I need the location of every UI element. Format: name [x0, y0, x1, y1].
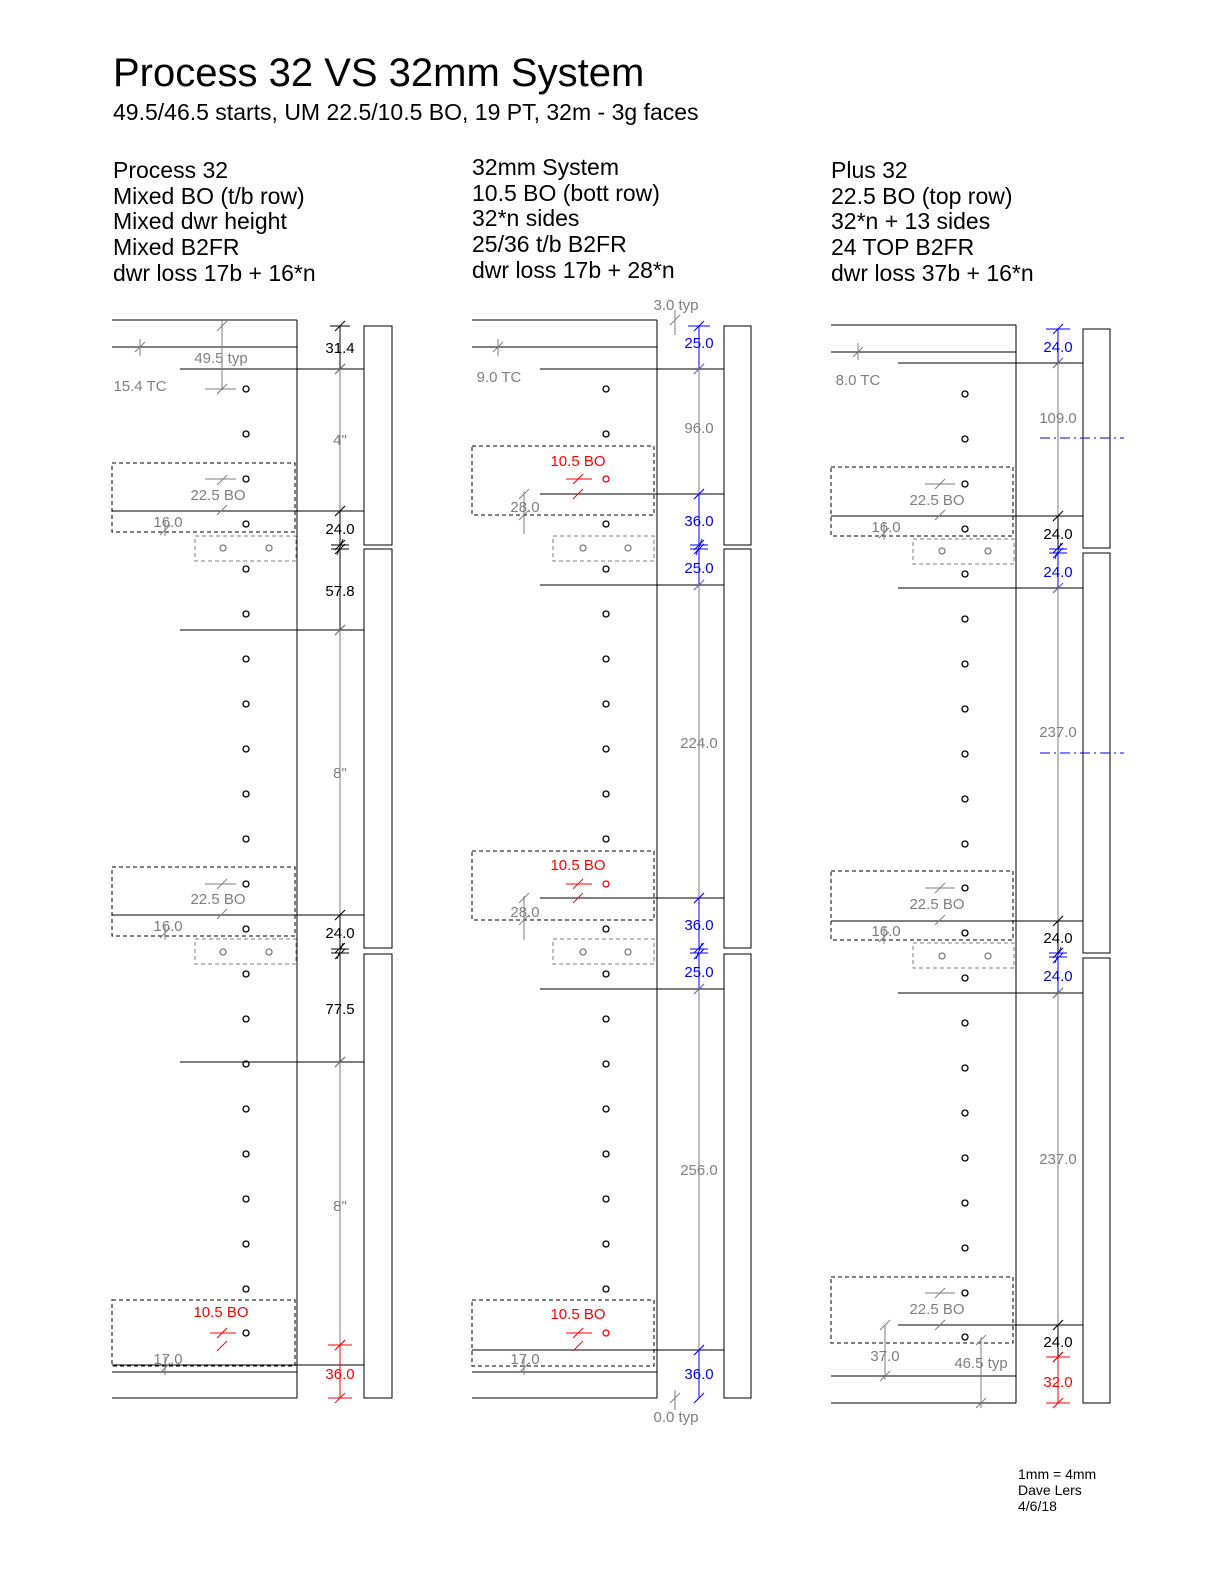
- dimension-label: 25.0: [684, 335, 714, 352]
- shelf-hole: [266, 545, 272, 551]
- shelf-hole: [962, 1290, 968, 1296]
- shelf-hole: [603, 611, 609, 617]
- dimension-label: 16.0: [153, 514, 183, 531]
- shelf-hole: [985, 953, 991, 959]
- title-block: [1018, 1466, 1096, 1514]
- dimension-label: 36.0: [684, 1366, 714, 1383]
- shelf-hole: [962, 436, 968, 442]
- dimension-label: 22.5 BO: [190, 891, 246, 908]
- shelf-hole: [603, 431, 609, 437]
- column-process-32: [112, 320, 392, 1403]
- dimension-label: 17.0: [510, 1351, 540, 1368]
- dimension-label: 16.0: [871, 519, 901, 536]
- dimension-label: 24.0: [1043, 339, 1073, 356]
- shelf-hole: [939, 953, 945, 959]
- dimension-label: 36.0: [325, 1366, 355, 1383]
- heading-line: dwr loss 17b + 16*n: [113, 259, 316, 286]
- dimension-label: 32.0: [1043, 1374, 1073, 1391]
- dimension-label: 31.4: [325, 340, 355, 357]
- shelf-hole: [243, 521, 249, 527]
- heading-line: 22.5 BO (top row): [831, 182, 1013, 209]
- drawer-slide: [195, 939, 296, 964]
- dimension-label: 109.0: [1039, 410, 1077, 427]
- dimension-tick: [935, 915, 945, 925]
- shelf-hole: [243, 1330, 249, 1336]
- dimension-label: 36.0: [684, 513, 714, 530]
- dimension-label: 24.0: [1043, 930, 1073, 947]
- dimension-label: 256.0: [680, 1162, 718, 1179]
- dimension-label: 24.0: [1043, 1334, 1073, 1351]
- dimension-label: 0.0 typ: [653, 1409, 699, 1426]
- shelf-hole: [603, 836, 609, 842]
- dimension-label: 8.0 TC: [835, 372, 881, 389]
- shelf-hole: [243, 656, 249, 662]
- shelf-hole: [243, 476, 249, 482]
- shelf-hole: [962, 391, 968, 397]
- shelf-hole: [243, 701, 249, 707]
- shelf-hole: [962, 885, 968, 891]
- dimension-label: 36.0: [684, 917, 714, 934]
- dimension-label: 24.0: [325, 925, 355, 942]
- shelf-hole: [243, 881, 249, 887]
- drawer-slide: [913, 539, 1014, 564]
- dimension-label: 96.0: [684, 420, 714, 437]
- shelf-hole: [962, 751, 968, 757]
- shelf-hole: [580, 545, 586, 551]
- dimension-label: 46.5 typ: [954, 1355, 1008, 1372]
- shelf-hole: [580, 949, 586, 955]
- dimension-label: 25.0: [684, 964, 714, 981]
- heading-line: 24 TOP B2FR: [831, 234, 975, 261]
- shelf-hole: [603, 971, 609, 977]
- shelf-hole: [243, 566, 249, 572]
- heading-line: Mixed BO (t/b row): [113, 182, 305, 209]
- shelf-hole: [603, 1196, 609, 1202]
- shelf-hole: [985, 548, 991, 554]
- shelf-hole: [243, 1196, 249, 1202]
- dimension-label: 4": [333, 432, 347, 449]
- scale-note: 1mm = 4mm: [1018, 1466, 1097, 1482]
- shelf-hole: [962, 526, 968, 532]
- drawer-face: [364, 954, 392, 1398]
- shelf-hole: [603, 1061, 609, 1067]
- dimension-label: 57.8: [325, 583, 355, 600]
- dimension-label: 22.5 BO: [909, 896, 965, 913]
- drawer-slide: [195, 536, 296, 561]
- shelf-hole: [962, 1110, 968, 1116]
- dimension-label: 10.5 BO: [550, 857, 606, 874]
- shelf-hole: [962, 1155, 968, 1161]
- shelf-hole: [243, 1286, 249, 1292]
- shelf-hole: [220, 949, 226, 955]
- shelf-hole: [243, 1016, 249, 1022]
- shelf-hole: [962, 661, 968, 667]
- shelf-hole: [939, 548, 945, 554]
- shelf-hole: [962, 571, 968, 577]
- shelf-hole: [243, 1151, 249, 1157]
- shelf-hole: [962, 796, 968, 802]
- dimension-label: 24.0: [1043, 564, 1073, 581]
- dimension-tick: [217, 505, 227, 515]
- dimension-label: 8": [333, 765, 347, 782]
- shelf-hole: [962, 706, 968, 712]
- drawer-slide: [553, 939, 654, 964]
- dimension-label: 10.5 BO: [193, 1304, 249, 1321]
- dimension-label: 28.0: [510, 499, 540, 516]
- shelf-hole: [603, 1106, 609, 1112]
- shelf-hole: [603, 881, 609, 887]
- shelf-hole: [243, 836, 249, 842]
- shelf-hole: [243, 746, 249, 752]
- shelf-hole: [962, 841, 968, 847]
- shelf-hole: [243, 791, 249, 797]
- column-32mm-system: [472, 297, 751, 1426]
- dimension-label: 17.0: [153, 1351, 183, 1368]
- dimension-label: 28.0: [510, 904, 540, 921]
- page-title: Process 32 VS 32mm System: [113, 51, 645, 95]
- dimension-tick: [217, 475, 227, 485]
- drawer-slide: [553, 536, 654, 561]
- shelf-hole: [603, 791, 609, 797]
- shelf-hole: [603, 521, 609, 527]
- dimension-label: 24.0: [1043, 526, 1073, 543]
- shelf-hole: [962, 1065, 968, 1071]
- shelf-hole: [603, 656, 609, 662]
- dimension-tick: [935, 510, 945, 520]
- dimension-label: 16.0: [871, 923, 901, 940]
- dimension-label: 15.4 TC: [113, 378, 167, 395]
- shelf-hole: [603, 926, 609, 932]
- dimension-tick: [217, 909, 227, 919]
- shelf-hole: [603, 1151, 609, 1157]
- shelf-hole: [962, 975, 968, 981]
- shelf-hole: [962, 930, 968, 936]
- drawer-face: [1083, 958, 1110, 1403]
- dimension-label: 237.0: [1039, 1151, 1077, 1168]
- shelf-hole: [220, 545, 226, 551]
- heading-line: Plus 32: [831, 157, 908, 183]
- dimension-label: 10.5 BO: [550, 453, 606, 470]
- dimension-label: 77.5: [325, 1001, 355, 1018]
- shelf-hole: [243, 926, 249, 932]
- date: 4/6/18: [1018, 1498, 1057, 1514]
- shelf-hole: [962, 481, 968, 487]
- shelf-hole: [243, 1106, 249, 1112]
- heading-line: Mixed B2FR: [113, 234, 240, 261]
- shelf-hole: [243, 971, 249, 977]
- dimension-label: 224.0: [680, 735, 718, 752]
- dimension-label: 49.5 typ: [194, 350, 248, 367]
- shelf-hole: [243, 611, 249, 617]
- shelf-hole: [603, 566, 609, 572]
- heading-line: Process 32: [113, 157, 229, 183]
- dimension-label: 22.5 BO: [909, 1301, 965, 1318]
- heading-line: Mixed dwr height: [113, 208, 287, 235]
- shelf-hole: [603, 386, 609, 392]
- shelf-hole: [603, 1016, 609, 1022]
- heading-line: dwr loss 37b + 16*n: [831, 259, 1034, 286]
- shelf-hole: [962, 1245, 968, 1251]
- shelf-hole: [625, 545, 631, 551]
- dimension-label: 24.0: [325, 521, 355, 538]
- drawer-face: [364, 326, 392, 545]
- shelf-hole: [243, 386, 249, 392]
- heading-line: dwr loss 17b + 28*n: [472, 256, 675, 283]
- dimension-label: 3.0 typ: [653, 297, 699, 314]
- heading-line: 32mm System: [472, 154, 619, 180]
- shelf-hole: [962, 1334, 968, 1340]
- shelf-hole: [603, 701, 609, 707]
- drawer-face: [364, 549, 392, 948]
- shelf-hole: [243, 1241, 249, 1247]
- shelf-hole: [266, 949, 272, 955]
- heading-line: 10.5 BO (bott row): [472, 179, 660, 206]
- shelf-hole: [962, 1020, 968, 1026]
- dimension-label: 8": [333, 1198, 347, 1215]
- dimension-label: 10.5 BO: [550, 1306, 606, 1323]
- drawer-face: [724, 326, 751, 545]
- dimension-label: 37.0: [870, 1348, 900, 1365]
- dimension-label: 237.0: [1039, 724, 1077, 741]
- drawer-slide: [913, 943, 1014, 968]
- author: Dave Lers: [1018, 1482, 1082, 1498]
- shelf-hole: [962, 1200, 968, 1206]
- dimension-label: 25.0: [684, 560, 714, 577]
- column-plus-32: [831, 324, 1124, 1408]
- dimension-label: 16.0: [153, 918, 183, 935]
- shelf-hole: [625, 949, 631, 955]
- shelf-hole: [603, 1286, 609, 1292]
- drawer-face: [724, 954, 751, 1398]
- heading-line: 32*n sides: [472, 205, 580, 232]
- heading-line: 32*n + 13 sides: [831, 208, 991, 235]
- shelf-hole: [603, 1330, 609, 1336]
- dimension-label: 9.0 TC: [476, 369, 522, 386]
- shelf-hole: [603, 476, 609, 482]
- dimension-label: 24.0: [1043, 968, 1073, 985]
- page-subtitle: 49.5/46.5 starts, UM 22.5/10.5 BO, 19 PT, 32m - 3g faces: [113, 99, 699, 125]
- shelf-hole: [603, 746, 609, 752]
- shelf-hole: [603, 1241, 609, 1247]
- dimension-label: 22.5 BO: [909, 492, 965, 509]
- shelf-hole: [962, 616, 968, 622]
- shelf-hole: [243, 431, 249, 437]
- drawer-face: [724, 549, 751, 948]
- dimension-label: 22.5 BO: [190, 487, 246, 504]
- heading-line: 25/36 t/b B2FR: [472, 231, 627, 258]
- dimension-tick: [217, 1341, 227, 1351]
